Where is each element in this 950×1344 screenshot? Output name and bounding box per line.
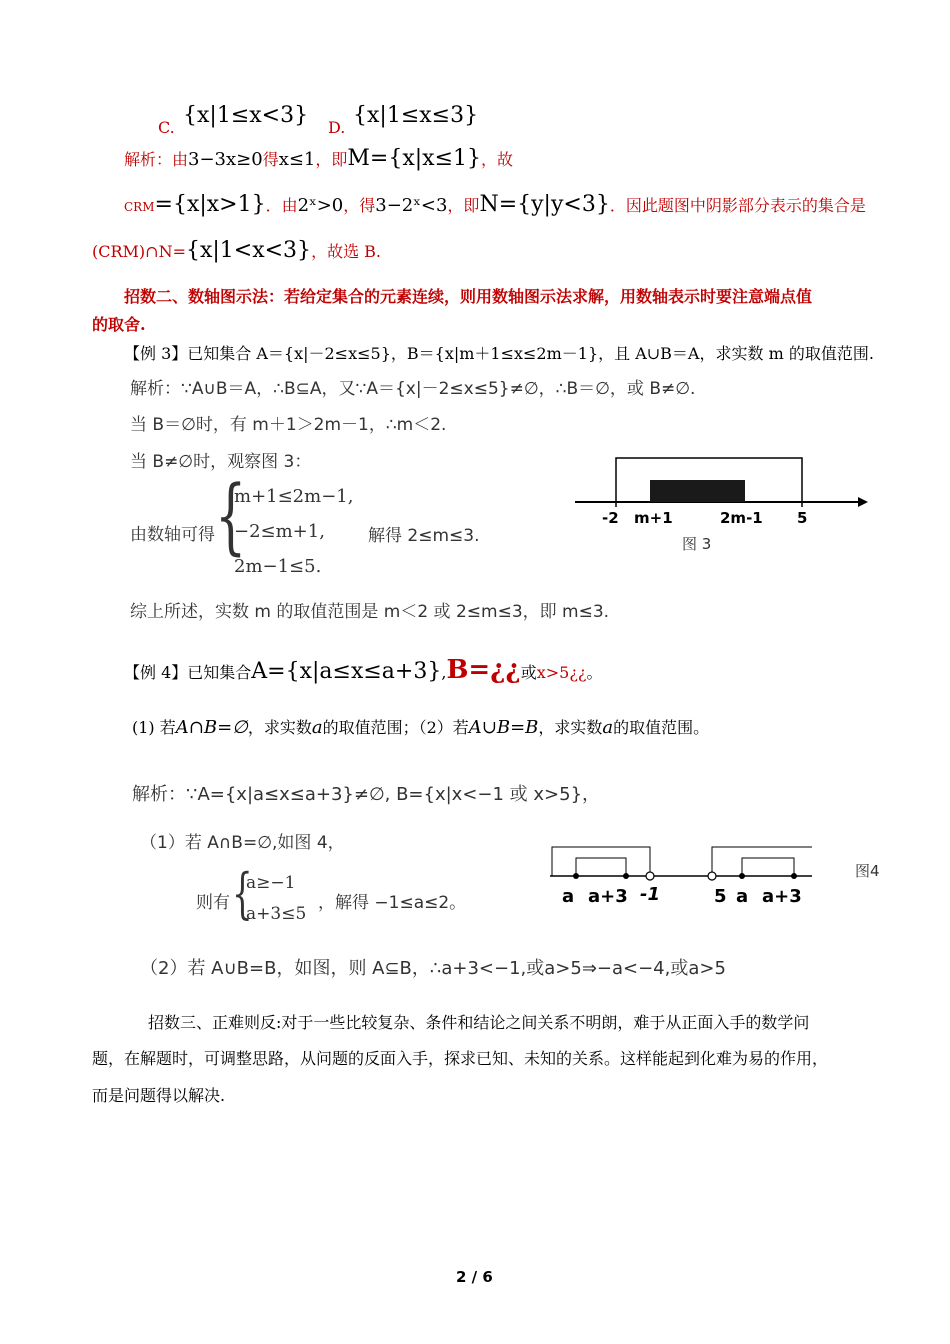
- fig4-label-a-right: a: [736, 886, 749, 907]
- page-number: 2 / 6: [456, 1268, 493, 1286]
- figure-4-number-line: [550, 838, 895, 910]
- fig4-label-minus1: -1: [640, 884, 660, 905]
- fig4-label-a3-left: a+3: [588, 886, 628, 907]
- example4-solution-2: （2）若 A∪B=B，如图，则 A⊆B，∴a+3<−1,或a>5⇒−a<−4,或a>5: [140, 958, 726, 979]
- example4-s1-result: ，解得 −1≤a≤2。: [318, 893, 467, 913]
- example4-parts: (1) 若A∩B=∅，求实数a的取值范围；（2）若A∪B=B，求实数a的取值范围。: [132, 717, 710, 738]
- example4-solution-1-head: （1）若 A∩B=∅,如图 4，: [140, 833, 345, 853]
- fig3-caption: 图 3: [682, 535, 712, 553]
- s1-brace: {: [232, 862, 253, 925]
- option-d-set: {x|1≤x≤3}: [353, 103, 479, 128]
- method3-line2: 题，在解题时，可调整思路，从问题的反面入手，探求已知、未知的关系。这样能起到化难为易的作用，: [92, 1049, 829, 1068]
- example3-system-result: 解得 2≤m≤3.: [368, 526, 480, 546]
- example3-question: 【例 3】已知集合 A＝{x|－2≤x≤5}，B＝{x|m＋1≤x≤2m－1}，且 A∪B＝A，求实数 m 的取值范围.: [124, 344, 874, 363]
- example4-s1-cond2: a+3≤5: [246, 904, 307, 924]
- example3-system-eq2: −2≤m+1,: [234, 521, 325, 542]
- fig4-caption: 图4: [855, 862, 880, 880]
- solution1-line1: 解析：由3−3x≥0得x≤1，即M={x|x≤1}，故: [124, 146, 514, 171]
- example4-solution-main: 解析：∵A={x|a≤x≤a+3}≠∅, B={x|x<−1 或 x>5}，: [132, 784, 601, 805]
- example3-system-eq3: 2m−1≤5.: [234, 556, 322, 577]
- figure-3-number-line: [570, 450, 870, 560]
- method3-line1: 招数三、正难则反:对于一些比较复杂、条件和结论之间关系不明朗，难于从正面入手的数学问: [148, 1013, 810, 1032]
- fig3-tick-5: 5: [797, 509, 808, 527]
- solution1-line3: (CRM)∩N={x|1<x<3}，故选 B.: [92, 238, 381, 263]
- example3-solution-3: 当 B≠∅时，观察图 3：: [130, 452, 312, 472]
- example3-system-eq1: m+1≤2m−1,: [234, 486, 354, 507]
- example4-question: 【例 4】已知集合A={x|a≤x≤a+3},B=¿¿或x>5¿¿。: [124, 655, 603, 685]
- fig4-label-5: 5: [714, 886, 727, 907]
- method3-line3: 而是问题得以解决.: [92, 1086, 226, 1105]
- example3-solution-1: 解析：∵A∪B＝A，∴B⊆A，又∵A＝{x|－2≤x≤5}≠∅，∴B＝∅，或 B≠∅.: [130, 379, 696, 399]
- fig3-tick-2m-minus-1: 2m-1: [720, 509, 763, 527]
- option-c-set: {x|1≤x<3}: [183, 103, 309, 128]
- example4-s1-cond1: a≥−1: [246, 873, 296, 893]
- fig4-label-a3-right: a+3: [762, 886, 802, 907]
- method2-line1: 招数二、数轴图示法：若给定集合的元素连续，则用数轴图示法求解，用数轴表示时要注意端点值: [124, 287, 813, 306]
- fig4-label-a-left: a: [562, 886, 575, 907]
- option-d-label: D.: [328, 118, 346, 137]
- fig3-tick-m-plus-1: m+1: [634, 509, 673, 527]
- solution1-line2: CRM={x|x>1}．由2ˣ>0，得3−2ˣ<3，即N={y|y<3}．因此题图中阴影部分表示的集合是: [124, 192, 866, 217]
- example3-solution-2: 当 B＝∅时，有 m＋1＞2m－1，∴m＜2.: [130, 415, 447, 435]
- option-c-label: C.: [158, 118, 175, 137]
- example3-system-label: 由数轴可得: [130, 525, 215, 545]
- system-brace: {: [215, 469, 247, 564]
- example4-s1-label: 则有: [196, 893, 230, 913]
- example3-conclusion: 综上所述，实数 m 的取值范围是 m＜2 或 2≤m≤3，即 m≤3.: [130, 602, 610, 622]
- fig3-tick-minus2: -2: [602, 509, 619, 527]
- method2-line2: 的取舍.: [92, 315, 146, 334]
